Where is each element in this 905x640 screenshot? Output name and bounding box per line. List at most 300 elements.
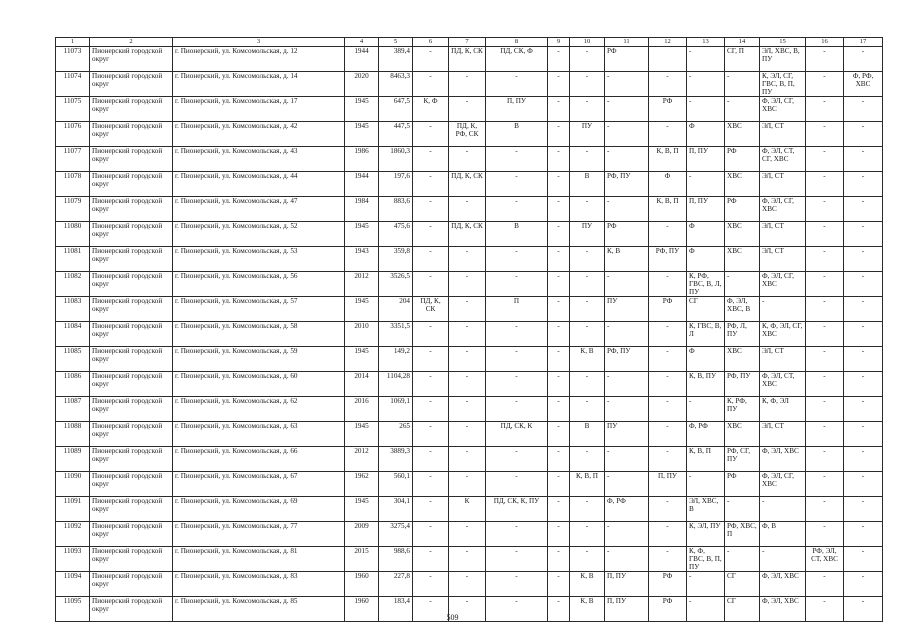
registry-table <box>55 37 883 622</box>
table-cell: - <box>413 547 449 572</box>
table-cell: г. Пионерский, ул. Комсомольская, д. 43 <box>173 147 345 172</box>
table-cell: - <box>605 397 649 422</box>
table-cell: - <box>548 597 570 622</box>
table-cell: РФ, СГ, ПУ <box>725 447 760 472</box>
table-cell: - <box>570 397 605 422</box>
table-cell: 227,8 <box>379 572 413 597</box>
table-cell: - <box>760 297 806 322</box>
table-cell: 11091 <box>56 497 90 522</box>
table-cell: В <box>570 172 605 197</box>
table-cell: - <box>449 347 486 372</box>
table-cell: - <box>449 147 486 172</box>
table-cell: - <box>548 347 570 372</box>
table-cell: - <box>725 547 760 572</box>
table-cell: - <box>844 447 883 472</box>
table-cell: г. Пионерский, ул. Комсомольская, д. 81 <box>173 547 345 572</box>
table-cell: Ф, ЭЛ, СГ, ХВС <box>760 97 806 122</box>
table-cell: Пионерский городской округ <box>90 97 173 122</box>
table-cell: - <box>844 272 883 297</box>
table-cell: - <box>605 122 649 147</box>
table-row <box>56 497 883 522</box>
table-cell: Ф, ЭЛ, СГ, ХВС <box>760 472 806 497</box>
table-cell: 2012 <box>345 447 379 472</box>
table-cell: - <box>806 597 844 622</box>
table-cell: - <box>649 347 687 372</box>
table-cell: - <box>605 322 649 347</box>
table-cell: - <box>649 397 687 422</box>
table-cell: Пионерский городской округ <box>90 272 173 297</box>
table-cell: - <box>760 547 806 572</box>
table-cell: - <box>605 522 649 547</box>
table-cell: 11079 <box>56 197 90 222</box>
table-cell: - <box>449 322 486 347</box>
table-cell: Пионерский городской округ <box>90 172 173 197</box>
table-cell: г. Пионерский, ул. Комсомольская, д. 47 <box>173 197 345 222</box>
table-cell: - <box>844 347 883 372</box>
table-cell: г. Пионерский, ул. Комсомольская, д. 59 <box>173 347 345 372</box>
table-cell: - <box>844 472 883 497</box>
column-header: 7 <box>449 38 486 47</box>
table-cell: - <box>806 572 844 597</box>
table-cell: ПД, К, СК <box>449 172 486 197</box>
table-row <box>56 147 883 172</box>
table-cell: - <box>806 447 844 472</box>
table-cell: РФ <box>725 147 760 172</box>
table-cell: 11089 <box>56 447 90 472</box>
table-cell: 11077 <box>56 147 90 172</box>
column-header: 15 <box>760 38 806 47</box>
table-cell: 2016 <box>345 397 379 422</box>
table-cell: Пионерский городской округ <box>90 347 173 372</box>
table-cell: 1960 <box>345 597 379 622</box>
table-cell: 1943 <box>345 247 379 272</box>
table-cell: - <box>806 322 844 347</box>
table-cell: - <box>548 372 570 397</box>
table-cell: Пионерский городской округ <box>90 147 173 172</box>
column-header: 1 <box>56 38 90 47</box>
table-cell: 11092 <box>56 522 90 547</box>
table-cell: 359,8 <box>379 247 413 272</box>
table-cell: 647,5 <box>379 97 413 122</box>
table-cell: - <box>806 147 844 172</box>
table-cell: К, В, П <box>570 472 605 497</box>
table-cell: - <box>413 397 449 422</box>
table-cell: - <box>449 97 486 122</box>
table-cell: К, В, П <box>649 197 687 222</box>
table-cell: - <box>605 472 649 497</box>
table-cell: 304,1 <box>379 497 413 522</box>
table-cell: Пионерский городской округ <box>90 422 173 447</box>
table-cell: - <box>413 347 449 372</box>
table-cell: - <box>548 197 570 222</box>
column-header: 14 <box>725 38 760 47</box>
table-cell: 11074 <box>56 72 90 97</box>
table-cell: Пионерский городской округ <box>90 472 173 497</box>
table-cell: 988,6 <box>379 547 413 572</box>
table-cell: 8463,3 <box>379 72 413 97</box>
table-cell: - <box>449 422 486 447</box>
table-cell: П, ПУ <box>605 597 649 622</box>
table-cell: ЭЛ, СТ <box>760 422 806 447</box>
table-cell: СГ <box>725 597 760 622</box>
column-header: 13 <box>687 38 725 47</box>
table-cell: К, В <box>570 597 605 622</box>
table-cell: - <box>844 497 883 522</box>
table-cell: Пионерский городской округ <box>90 297 173 322</box>
table-cell: 1986 <box>345 147 379 172</box>
table-cell: - <box>548 47 570 72</box>
table-cell: - <box>844 597 883 622</box>
page-number: 509 <box>446 613 459 622</box>
table-cell: г. Пионерский, ул. Комсомольская, д. 67 <box>173 472 345 497</box>
table-cell: - <box>806 472 844 497</box>
table-cell: - <box>486 522 548 547</box>
table-cell: 1945 <box>345 222 379 247</box>
table-cell: 1945 <box>345 122 379 147</box>
table-cell: - <box>413 597 449 622</box>
table-cell: - <box>687 47 725 72</box>
table-cell: - <box>548 322 570 347</box>
table-cell: г. Пионерский, ул. Комсомольская, д. 62 <box>173 397 345 422</box>
table-cell: РФ, ПУ <box>605 172 649 197</box>
table-cell: - <box>449 547 486 572</box>
table-cell: - <box>413 447 449 472</box>
table-cell: ПД, К, СК <box>449 47 486 72</box>
table-cell: 475,6 <box>379 222 413 247</box>
table-cell: - <box>570 322 605 347</box>
table-cell: г. Пионерский, ул. Комсомольская, д. 44 <box>173 172 345 197</box>
table-cell: РФ, ПУ <box>725 372 760 397</box>
column-header: 5 <box>379 38 413 47</box>
table-cell: К, Ф, ГВС, В, П, ПУ <box>687 547 725 572</box>
table-cell: 11080 <box>56 222 90 247</box>
table-cell: РФ <box>649 597 687 622</box>
table-cell: - <box>548 497 570 522</box>
table-cell: - <box>806 47 844 72</box>
table-cell: 11094 <box>56 572 90 597</box>
table-cell: - <box>844 172 883 197</box>
table-cell: Пионерский городской округ <box>90 597 173 622</box>
table-cell: Пионерский городской округ <box>90 122 173 147</box>
table-cell: - <box>725 272 760 297</box>
table-cell: - <box>687 97 725 122</box>
table-cell: - <box>413 247 449 272</box>
table-cell: - <box>605 97 649 122</box>
table-cell: - <box>844 147 883 172</box>
table-cell: - <box>449 597 486 622</box>
table-cell: - <box>570 522 605 547</box>
table-cell: - <box>570 297 605 322</box>
table-cell: К, РФ, ПУ <box>725 397 760 422</box>
table-cell: - <box>605 547 649 572</box>
table-cell: ЭЛ, СТ <box>760 222 806 247</box>
table-cell: - <box>806 297 844 322</box>
table-cell: - <box>806 422 844 447</box>
table-row <box>56 122 883 147</box>
table-cell: - <box>486 597 548 622</box>
table-cell: - <box>548 147 570 172</box>
table-cell: - <box>486 447 548 472</box>
table-cell: ПД, К, СК <box>413 297 449 322</box>
table-cell: - <box>806 197 844 222</box>
table-cell: - <box>806 347 844 372</box>
table-cell: - <box>486 547 548 572</box>
table-cell: - <box>449 447 486 472</box>
table-cell: - <box>605 447 649 472</box>
table-cell: - <box>806 72 844 97</box>
table-cell: 11082 <box>56 272 90 297</box>
table-cell: ЭЛ, СТ <box>760 347 806 372</box>
table-cell: - <box>844 372 883 397</box>
table-cell: Ф <box>649 172 687 197</box>
table-cell: П, ПУ <box>687 147 725 172</box>
table-row <box>56 172 883 197</box>
table-cell: - <box>806 372 844 397</box>
table-row <box>56 97 883 122</box>
table-cell: П <box>486 297 548 322</box>
table-cell: 11095 <box>56 597 90 622</box>
table-cell: 204 <box>379 297 413 322</box>
table-cell: 3526,5 <box>379 272 413 297</box>
table-row <box>56 197 883 222</box>
column-header: 12 <box>649 38 687 47</box>
column-header: 17 <box>844 38 883 47</box>
table-cell: Ф, ЭЛ, ХВС <box>760 597 806 622</box>
table-cell: - <box>486 472 548 497</box>
table-cell: 11093 <box>56 547 90 572</box>
table-cell: - <box>449 272 486 297</box>
table-cell: - <box>725 97 760 122</box>
table-row <box>56 372 883 397</box>
table-cell: - <box>413 197 449 222</box>
column-header: 2 <box>90 38 173 47</box>
table-cell: ПУ <box>570 122 605 147</box>
table-cell: - <box>413 122 449 147</box>
table-cell: - <box>844 197 883 222</box>
table-cell: - <box>486 272 548 297</box>
table-cell: СГ <box>687 297 725 322</box>
table-cell: г. Пионерский, ул. Комсомольская, д. 58 <box>173 322 345 347</box>
table-cell: К, В, П <box>649 147 687 172</box>
table-cell: - <box>486 347 548 372</box>
table-cell: РФ, ЭЛ, СТ, ХВС <box>806 547 844 572</box>
table-cell: - <box>844 222 883 247</box>
table-cell: - <box>760 497 806 522</box>
table-cell: Пионерский городской округ <box>90 72 173 97</box>
table-cell: Ф, ЭЛ, ХВС, В <box>725 297 760 322</box>
table-cell: г. Пионерский, ул. Комсомольская, д. 17 <box>173 97 345 122</box>
table-cell: Ф <box>687 122 725 147</box>
table-cell: - <box>548 272 570 297</box>
table-cell: ПД, СК, Ф <box>486 47 548 72</box>
table-cell: К, ЭЛ, ПУ <box>687 522 725 547</box>
table-cell: - <box>548 547 570 572</box>
table-row <box>56 472 883 497</box>
table-cell: г. Пионерский, ул. Комсомольская, д. 77 <box>173 522 345 547</box>
table-cell: П, ПУ <box>687 197 725 222</box>
table-row <box>56 522 883 547</box>
table-cell: ЭЛ, СТ <box>760 172 806 197</box>
table-cell: Ф, РФ, ХВС <box>844 72 883 97</box>
table-cell: ЭЛ, СТ <box>760 122 806 147</box>
table-cell: Пионерский городской округ <box>90 397 173 422</box>
table-cell: 447,5 <box>379 122 413 147</box>
table-cell: - <box>413 372 449 397</box>
table-cell: Ф <box>687 347 725 372</box>
table-cell: - <box>486 172 548 197</box>
header-row <box>56 38 883 47</box>
table-cell: - <box>605 147 649 172</box>
table-cell: - <box>486 72 548 97</box>
table-cell: П, ПУ <box>486 97 548 122</box>
table-cell: - <box>806 522 844 547</box>
table-cell: К, ЭЛ, СГ, ГВС, В, П, ПУ <box>760 72 806 97</box>
table-cell: РФ <box>725 197 760 222</box>
table-cell: РФ <box>605 47 649 72</box>
table-cell: 2020 <box>345 72 379 97</box>
table-cell: 3275,4 <box>379 522 413 547</box>
column-header: 11 <box>605 38 649 47</box>
table-row <box>56 547 883 572</box>
table-cell: ЭЛ, СТ <box>760 247 806 272</box>
table-cell: 1945 <box>345 297 379 322</box>
table-cell: К, В <box>570 347 605 372</box>
table-cell: г. Пионерский, ул. Комсомольская, д. 66 <box>173 447 345 472</box>
table-cell: П, ПУ <box>649 472 687 497</box>
table-cell: ПУ <box>570 222 605 247</box>
table-cell: - <box>486 372 548 397</box>
table-cell: - <box>449 72 486 97</box>
table-cell: К, В <box>605 247 649 272</box>
table-cell: - <box>806 97 844 122</box>
table-cell: - <box>548 472 570 497</box>
table-row <box>56 447 883 472</box>
table-cell: ХВС <box>725 422 760 447</box>
table-cell: РФ <box>649 97 687 122</box>
table-cell: - <box>449 522 486 547</box>
table-cell: - <box>844 422 883 447</box>
table-cell: г. Пионерский, ул. Комсомольская, д. 63 <box>173 422 345 447</box>
table-cell: - <box>649 222 687 247</box>
table-cell: - <box>806 122 844 147</box>
table-cell: Ф, ЭЛ, СГ, ХВС <box>760 272 806 297</box>
table-cell: г. Пионерский, ул. Комсомольская, д. 52 <box>173 222 345 247</box>
table-cell: - <box>687 72 725 97</box>
table-cell: Пионерский городской округ <box>90 497 173 522</box>
table-cell: - <box>649 447 687 472</box>
table-cell: - <box>649 522 687 547</box>
table-cell: 1944 <box>345 172 379 197</box>
table-cell: - <box>649 497 687 522</box>
table-cell: - <box>844 547 883 572</box>
table-cell: Ф <box>687 247 725 272</box>
table-cell: Ф <box>687 222 725 247</box>
table-cell: Пионерский городской округ <box>90 47 173 72</box>
table-cell: г. Пионерский, ул. Комсомольская, д. 57 <box>173 297 345 322</box>
table-row <box>56 347 883 372</box>
table-cell: РФ <box>725 472 760 497</box>
table-cell: Пионерский городской округ <box>90 247 173 272</box>
table-cell: - <box>449 297 486 322</box>
table-cell: Пионерский городской округ <box>90 547 173 572</box>
table-cell: Пионерский городской округ <box>90 222 173 247</box>
table-cell: К, Ф, ЭЛ <box>760 397 806 422</box>
table-cell: - <box>548 222 570 247</box>
table-cell: 389,4 <box>379 47 413 72</box>
table-cell: - <box>687 572 725 597</box>
table-cell: - <box>687 597 725 622</box>
table-cell: ЭЛ, ХВС, В <box>687 497 725 522</box>
table-cell: - <box>449 397 486 422</box>
table-cell: 11078 <box>56 172 90 197</box>
table-cell: К, В, П <box>687 447 725 472</box>
table-cell: 1984 <box>345 197 379 222</box>
table-cell: - <box>413 222 449 247</box>
table-cell: - <box>413 72 449 97</box>
table-cell: СГ, П <box>725 47 760 72</box>
table-cell: - <box>548 572 570 597</box>
table-cell: ХВС <box>725 222 760 247</box>
table-cell: Ф, В <box>760 522 806 547</box>
table-cell: г. Пионерский, ул. Комсомольская, д. 56 <box>173 272 345 297</box>
table-cell: - <box>548 522 570 547</box>
table-cell: г. Пионерский, ул. Комсомольская, д. 85 <box>173 597 345 622</box>
table-cell: - <box>486 397 548 422</box>
table-cell: - <box>486 572 548 597</box>
column-header: 8 <box>486 38 548 47</box>
table-cell: 183,4 <box>379 597 413 622</box>
table-cell: ПД, К, РФ, СК <box>449 122 486 147</box>
table-cell: - <box>844 522 883 547</box>
table-cell: 883,6 <box>379 197 413 222</box>
table-cell: - <box>649 547 687 572</box>
table-cell: СГ <box>725 572 760 597</box>
table-cell: РФ <box>649 572 687 597</box>
table-cell: - <box>413 147 449 172</box>
table-cell: - <box>605 197 649 222</box>
table-cell: ХВС <box>725 172 760 197</box>
table-cell: - <box>570 272 605 297</box>
table-cell: - <box>605 272 649 297</box>
table-cell: 2010 <box>345 322 379 347</box>
column-header: 3 <box>173 38 345 47</box>
table-cell: ХВС <box>725 122 760 147</box>
table-cell: ЭЛ, ХВС, В, ПУ <box>760 47 806 72</box>
table-cell: - <box>413 422 449 447</box>
table-cell: 1069,1 <box>379 397 413 422</box>
table-cell: К, Ф <box>413 97 449 122</box>
table-cell: - <box>725 72 760 97</box>
table-cell: 2015 <box>345 547 379 572</box>
table-cell: ХВС <box>725 347 760 372</box>
table-cell: 3889,3 <box>379 447 413 472</box>
table-cell: г. Пионерский, ул. Комсомольская, д. 69 <box>173 497 345 522</box>
table-cell: г. Пионерский, ул. Комсомольская, д. 60 <box>173 372 345 397</box>
table-cell: 1945 <box>345 347 379 372</box>
table-cell: РФ, ПУ <box>605 347 649 372</box>
table-cell: Ф, ЭЛ, ХВС <box>760 447 806 472</box>
column-header: 4 <box>345 38 379 47</box>
table-cell: - <box>413 522 449 547</box>
table-cell <box>649 47 687 72</box>
table-cell: - <box>687 472 725 497</box>
table-cell: 149,2 <box>379 347 413 372</box>
table-cell: 1962 <box>345 472 379 497</box>
table-cell: - <box>449 572 486 597</box>
table-cell: 11087 <box>56 397 90 422</box>
table-cell: 1945 <box>345 97 379 122</box>
table-cell: - <box>844 572 883 597</box>
